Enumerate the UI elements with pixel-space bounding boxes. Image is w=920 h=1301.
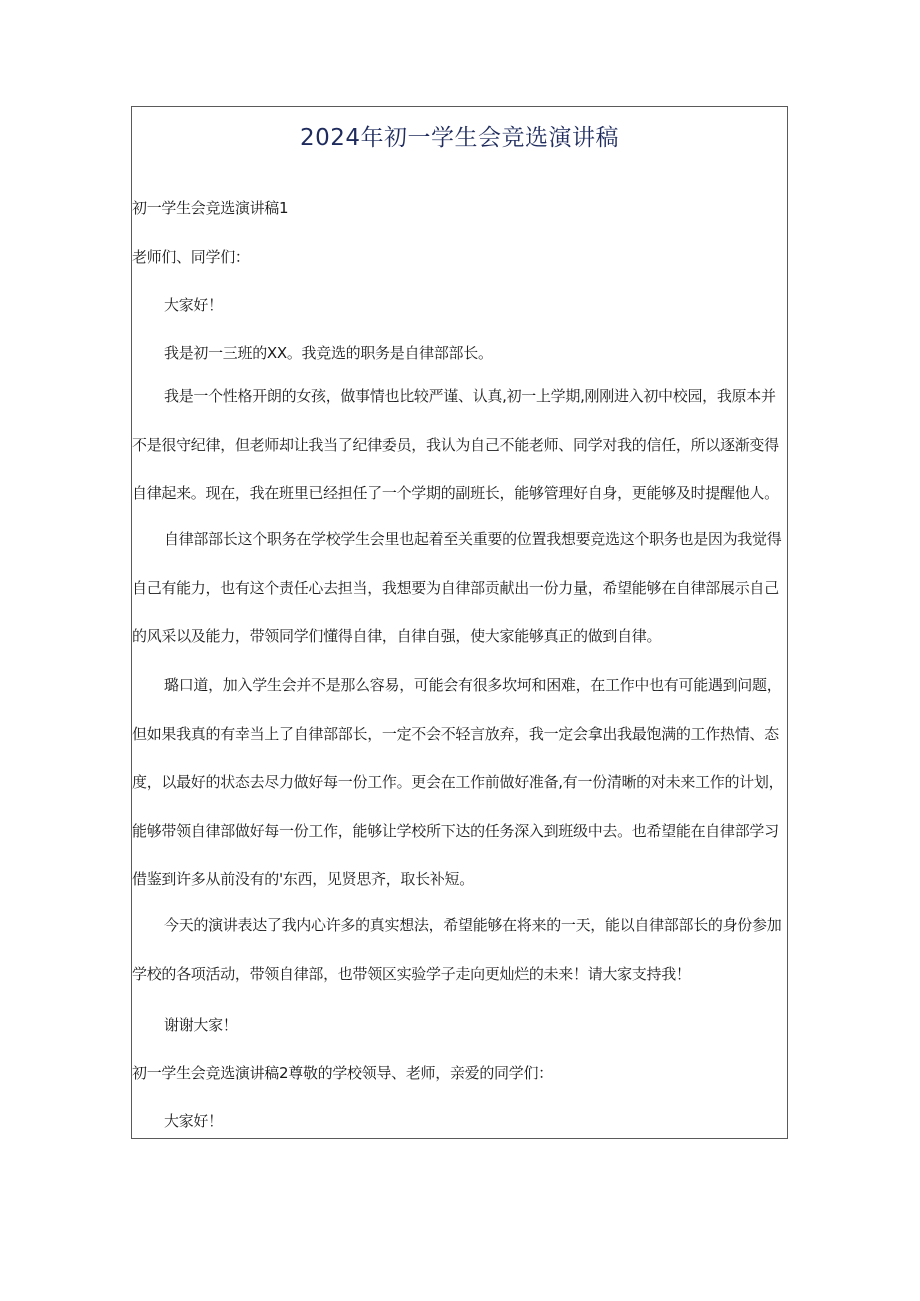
thanks-paragraph: 谢谢大家！ bbox=[164, 1016, 238, 1034]
greeting: 大家好！ bbox=[164, 296, 223, 314]
conclusion-paragraph: 今天的演讲表达了我内心许多的真实想法，希望能够在将来的一天，能以自律部部长的身份参加学校的各项活动，带领自律部，也带领区实验学子走向更灿烂的未来！请大家支持我！ bbox=[132, 916, 782, 983]
speech-2-heading: 初一学生会竞选演讲稿2尊敬的学校领导、老师，亲爱的同学们： bbox=[132, 1064, 553, 1082]
role-paragraph: 自律部部长这个职务在学校学生会里也起着至关重要的位置我想要竞选这个职务也是因为我觉得自己有能力，也有这个责任心去担当，我想要为自律部贡献出一份力量，希望能够在自律部展示自己的风采以及能力，带领同学们懂得自律，自律自强，使大家能够真正的做到自律。 bbox=[132, 530, 782, 645]
speech-2-greeting: 大家好！ bbox=[164, 1112, 223, 1130]
personality-paragraph: 我是一个性格开朗的女孩，做事情也比较严谨、认真,初一上学期,刚刚进入初中校园，我原本并不是很守纪律，但老师却让我当了纪律委员，我认为自己不能老师、同学对我的信任，所以逐渐变得自律起来。现在，我在班里已经担任了一个学期的副班长，能够管理好自身，更能够及时提醒他人。 bbox=[132, 387, 779, 502]
document-page bbox=[131, 106, 788, 1139]
self-intro-paragraph: 我是初一三班的XX。我竞选的职务是自律部部长。 bbox=[164, 344, 493, 362]
salutation: 老师们、同学们： bbox=[132, 248, 250, 266]
commitment-paragraph: 璐口道，加入学生会并不是那么容易，可能会有很多坎坷和困难，在工作中也有可能遇到问题，但如果我真的有幸当上了自律部部长，一定不会不轻言放弃，我一定会拿出我最饱满的工作热情、态度，以最好的状态去尽力做好每一份工作。更会在工作前做好准备,有一份清晰的对未来工作的计划，能够带领自律部做好每一份工作，能够让学校所下达的任务深入到班级中去。也希望能在自律部学习借鉴到许多从前没有的'东西，见贤思齐，取长补短。 bbox=[132, 676, 784, 888]
document-title: 2024年初一学生会竞选演讲稿 bbox=[299, 125, 620, 151]
speech-1-heading: 初一学生会竞选演讲稿1 bbox=[132, 199, 289, 217]
